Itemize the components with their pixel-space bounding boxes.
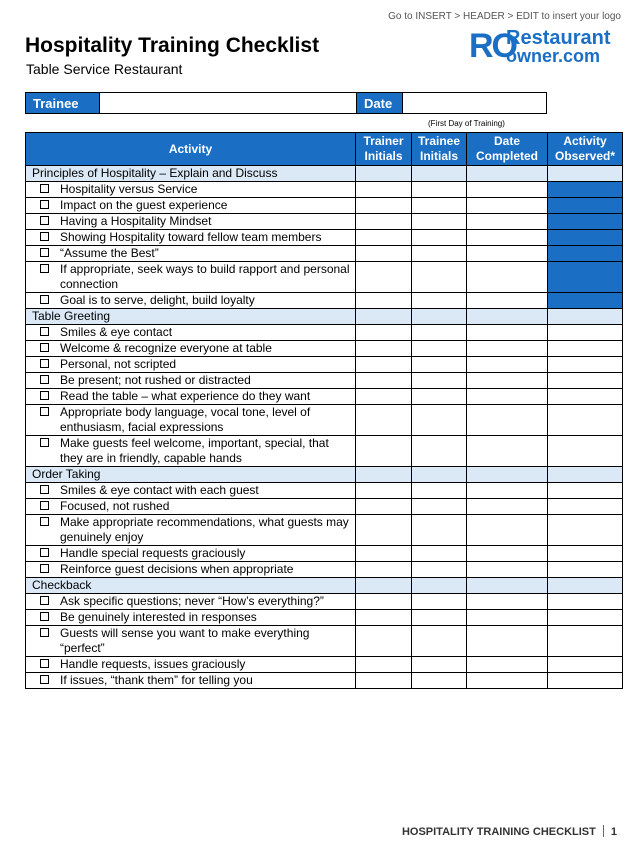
trainer-initials-cell[interactable] [356, 562, 412, 578]
activity-text: Handle requests, issues graciously [60, 657, 246, 671]
trainer-initials-cell[interactable] [356, 230, 412, 246]
trainee-initials-cell[interactable] [412, 499, 467, 515]
checklist-item-row [26, 198, 623, 214]
section-row [26, 309, 623, 325]
activity-observed-cell[interactable] [548, 389, 623, 405]
checklist-item-row [26, 626, 623, 657]
trainer-initials-cell[interactable] [356, 325, 412, 341]
trainer-initials-cell[interactable] [356, 657, 412, 673]
trainee-label: Trainee [25, 92, 100, 114]
activity-text: Personal, not scripted [60, 357, 177, 371]
trainer-initials-cell[interactable] [356, 673, 412, 689]
date-completed-cell[interactable] [467, 230, 548, 246]
activity-cell [26, 262, 356, 293]
trainee-initials-cell[interactable] [412, 198, 467, 214]
activity-observed-cell[interactable] [548, 594, 623, 610]
date-completed-cell[interactable] [467, 610, 548, 626]
section-cell [467, 166, 548, 182]
trainee-initials-cell[interactable] [412, 230, 467, 246]
date-completed-cell[interactable] [467, 373, 548, 389]
activity-text: If appropriate, seek ways to build rapport and personal connection [60, 262, 350, 291]
checklist-item-row [26, 546, 623, 562]
trainee-initials-cell[interactable] [412, 293, 467, 309]
checklist-item-row [26, 214, 623, 230]
checkbox[interactable] [40, 596, 49, 605]
trainer-initials-cell[interactable] [356, 594, 412, 610]
activity-cell [26, 182, 356, 198]
checklist-item-row [26, 436, 623, 467]
trainer-initials-cell[interactable] [356, 389, 412, 405]
activity-cell [26, 436, 356, 467]
activity-text: If issues, “thank them” for telling you [60, 673, 253, 687]
trainee-initials-cell[interactable] [412, 389, 467, 405]
section-cell [356, 309, 412, 325]
checkbox[interactable] [40, 517, 49, 526]
trainer-initials-cell[interactable] [356, 546, 412, 562]
trainee-initials-cell[interactable] [412, 182, 467, 198]
section-title: Principles of Hospitality – Explain and Discuss [26, 166, 356, 182]
checklist-item-row [26, 405, 623, 436]
section-cell [467, 467, 548, 483]
checkbox[interactable] [40, 200, 49, 209]
checkbox[interactable] [40, 248, 49, 257]
date-label: Date [356, 92, 403, 114]
checklist-item-row [26, 389, 623, 405]
activity-observed-cell[interactable] [548, 626, 623, 657]
activity-text: Be genuinely interested in responses [60, 610, 257, 624]
section-cell [356, 166, 412, 182]
col-header-activity: Activity [26, 133, 356, 166]
checklist-item-row [26, 515, 623, 546]
activity-observed-cell[interactable] [548, 405, 623, 436]
trainee-initials-cell[interactable] [412, 214, 467, 230]
checkbox[interactable] [40, 327, 49, 336]
trainee-initials-cell[interactable] [412, 546, 467, 562]
checklist-item-row [26, 246, 623, 262]
trainee-initials-cell[interactable] [412, 483, 467, 499]
activity-observed-cell[interactable] [548, 515, 623, 546]
checkbox[interactable] [40, 359, 49, 368]
section-title: Order Taking [26, 467, 356, 483]
trainer-initials-cell[interactable] [356, 357, 412, 373]
logo-line-1: Restaurant [506, 27, 611, 49]
activity-text: Ask specific questions; never “How’s everything?” [60, 594, 324, 608]
checklist-item-row [26, 373, 623, 389]
section-cell [467, 309, 548, 325]
date-completed-cell[interactable] [467, 405, 548, 436]
activity-observed-cell[interactable] [548, 230, 623, 246]
checklist-item-row [26, 230, 623, 246]
section-cell [548, 578, 623, 594]
section-row [26, 578, 623, 594]
section-cell [412, 467, 467, 483]
activity-text: Make appropriate recommendations, what guests may genuinely enjoy [60, 515, 349, 544]
checklist-item-row [26, 594, 623, 610]
checklist-item-row [26, 499, 623, 515]
activity-observed-cell[interactable] [548, 373, 623, 389]
checklist-item-row [26, 673, 623, 689]
activity-text: Welcome & recognize everyone at table [60, 341, 272, 355]
activity-cell [26, 373, 356, 389]
activity-text: Smiles & eye contact [60, 325, 173, 339]
section-cell [356, 467, 412, 483]
trainer-initials-cell[interactable] [356, 626, 412, 657]
checklist-item-row [26, 610, 623, 626]
date-completed-cell[interactable] [467, 357, 548, 373]
checklist-item-row [26, 483, 623, 499]
activity-cell [26, 499, 356, 515]
section-cell [412, 309, 467, 325]
date-field[interactable] [402, 92, 547, 114]
trainer-initials-cell[interactable] [356, 293, 412, 309]
activity-cell [26, 198, 356, 214]
activity-text: Having a Hospitality Mindset [60, 214, 212, 228]
activity-cell [26, 246, 356, 262]
section-cell [412, 578, 467, 594]
trainer-initials-cell[interactable] [356, 182, 412, 198]
activity-cell [26, 626, 356, 657]
trainer-initials-cell[interactable] [356, 499, 412, 515]
activity-cell [26, 594, 356, 610]
trainee-initials-cell[interactable] [412, 405, 467, 436]
checklist-item-row [26, 562, 623, 578]
activity-text: Guests will sense you want to make everything “perfect” [60, 626, 310, 655]
activity-text: “Assume the Best” [60, 246, 159, 260]
document-title: Hospitality Training Checklist [25, 34, 320, 57]
trainee-initials-cell[interactable] [412, 626, 467, 657]
activity-observed-cell[interactable] [548, 610, 623, 626]
trainee-initials-cell[interactable] [412, 262, 467, 293]
activity-observed-cell[interactable] [548, 325, 623, 341]
checkbox[interactable] [40, 501, 49, 510]
date-completed-cell[interactable] [467, 214, 548, 230]
section-cell [548, 309, 623, 325]
date-completed-cell[interactable] [467, 626, 548, 657]
footer-title: HOSPITALITY TRAINING CHECKLIST [401, 826, 596, 838]
activity-text: Goal is to serve, delight, build loyalty [60, 293, 255, 307]
checklist-item-row [26, 262, 623, 293]
col-header-trainee-initials: Trainee Initials [412, 133, 467, 166]
activity-text: Hospitality versus Service [60, 182, 198, 196]
date-completed-cell[interactable] [467, 594, 548, 610]
header-note: Go to INSERT > HEADER > EDIT to insert your logo [388, 11, 621, 22]
trainer-initials-cell[interactable] [356, 483, 412, 499]
trainee-initials-cell[interactable] [412, 246, 467, 262]
activity-cell [26, 657, 356, 673]
checkbox[interactable] [40, 612, 49, 621]
checkbox[interactable] [40, 184, 49, 193]
page-footer [402, 825, 617, 838]
activity-text: Focused, not rushed [60, 499, 170, 513]
activity-cell [26, 673, 356, 689]
date-completed-cell[interactable] [467, 436, 548, 467]
checkbox[interactable] [40, 438, 49, 447]
activity-cell [26, 389, 356, 405]
activity-observed-cell[interactable] [548, 246, 623, 262]
checkbox[interactable] [40, 485, 49, 494]
checklist-table [25, 132, 623, 689]
activity-cell [26, 214, 356, 230]
trainee-name-field[interactable] [99, 92, 357, 114]
date-completed-cell[interactable] [467, 389, 548, 405]
date-completed-cell[interactable] [467, 293, 548, 309]
activity-text: Make guests feel welcome, important, special, that they are in friendly, capable hands [60, 436, 329, 465]
logo-line-2: owner.com [506, 46, 601, 66]
trainee-initials-cell[interactable] [412, 562, 467, 578]
activity-text: Handle special requests graciously [60, 546, 246, 560]
col-header-date-completed: Date Completed [467, 133, 548, 166]
activity-observed-cell[interactable] [548, 673, 623, 689]
checkbox[interactable] [40, 675, 49, 684]
date-completed-cell[interactable] [467, 546, 548, 562]
activity-text: Smiles & eye contact with each guest [60, 483, 259, 497]
activity-text: Reinforce guest decisions when appropriate [60, 562, 294, 576]
trainee-initials-cell[interactable] [412, 436, 467, 467]
trainer-initials-cell[interactable] [356, 262, 412, 293]
trainee-initials-cell[interactable] [412, 594, 467, 610]
trainer-initials-cell[interactable] [356, 214, 412, 230]
date-completed-cell[interactable] [467, 657, 548, 673]
checkbox[interactable] [40, 628, 49, 637]
activity-cell [26, 230, 356, 246]
trainer-initials-cell[interactable] [356, 610, 412, 626]
date-completed-cell[interactable] [467, 246, 548, 262]
activity-cell [26, 357, 356, 373]
date-note: (First Day of Training) [428, 119, 505, 128]
checkbox[interactable] [40, 659, 49, 668]
activity-observed-cell[interactable] [548, 657, 623, 673]
trainee-initials-cell[interactable] [412, 325, 467, 341]
checklist-item-row [26, 657, 623, 673]
activity-observed-cell[interactable] [548, 262, 623, 293]
section-cell [412, 166, 467, 182]
activity-observed-cell[interactable] [548, 436, 623, 467]
date-completed-cell[interactable] [467, 499, 548, 515]
trainee-info-bar [25, 92, 547, 116]
checkbox[interactable] [40, 232, 49, 241]
activity-text: Appropriate body language, vocal tone, level of enthusiasm, facial expressions [60, 405, 311, 434]
activity-observed-cell[interactable] [548, 483, 623, 499]
activity-observed-cell[interactable] [548, 499, 623, 515]
activity-cell [26, 405, 356, 436]
checkbox[interactable] [40, 343, 49, 352]
activity-cell [26, 562, 356, 578]
checkbox[interactable] [40, 407, 49, 416]
company-logo [469, 28, 619, 68]
trainer-initials-cell[interactable] [356, 436, 412, 467]
trainer-initials-cell[interactable] [356, 198, 412, 214]
trainer-initials-cell[interactable] [356, 373, 412, 389]
section-cell [467, 578, 548, 594]
activity-text: Impact on the guest experience [60, 198, 228, 212]
activity-observed-cell[interactable] [548, 198, 623, 214]
section-row [26, 467, 623, 483]
activity-observed-cell[interactable] [548, 341, 623, 357]
activity-observed-cell[interactable] [548, 562, 623, 578]
activity-observed-cell[interactable] [548, 546, 623, 562]
activity-cell [26, 610, 356, 626]
col-header-trainer-initials: Trainer Initials [356, 133, 412, 166]
activity-observed-cell[interactable] [548, 293, 623, 309]
trainee-initials-cell[interactable] [412, 373, 467, 389]
activity-cell [26, 546, 356, 562]
trainee-initials-cell[interactable] [412, 341, 467, 357]
checklist-item-row [26, 325, 623, 341]
checklist-item-row [26, 293, 623, 309]
section-row [26, 166, 623, 182]
section-cell [356, 578, 412, 594]
section-title: Table Greeting [26, 309, 356, 325]
section-cell [548, 467, 623, 483]
checkbox[interactable] [40, 391, 49, 400]
activity-observed-cell[interactable] [548, 357, 623, 373]
trainee-initials-cell[interactable] [412, 610, 467, 626]
footer-divider [603, 825, 604, 837]
trainee-initials-cell[interactable] [412, 357, 467, 373]
date-completed-cell[interactable] [467, 515, 548, 546]
checklist-item-row [26, 357, 623, 373]
trainer-initials-cell[interactable] [356, 515, 412, 546]
activity-cell [26, 515, 356, 546]
trainee-initials-cell[interactable] [412, 673, 467, 689]
table-header-row [26, 133, 623, 166]
page-number: 1 [610, 826, 617, 838]
section-cell [548, 166, 623, 182]
date-completed-cell[interactable] [467, 562, 548, 578]
checkbox[interactable] [40, 548, 49, 557]
checkbox[interactable] [40, 264, 49, 273]
col-header-activity-observed: Activity Observed* [548, 133, 623, 166]
date-completed-cell[interactable] [467, 325, 548, 341]
activity-cell [26, 483, 356, 499]
date-completed-cell[interactable] [467, 262, 548, 293]
checkbox[interactable] [40, 295, 49, 304]
date-completed-cell[interactable] [467, 182, 548, 198]
date-completed-cell[interactable] [467, 673, 548, 689]
activity-observed-cell[interactable] [548, 214, 623, 230]
activity-text: Be present; not rushed or distracted [60, 373, 251, 387]
section-title: Checkback [26, 578, 356, 594]
trainer-initials-cell[interactable] [356, 246, 412, 262]
activity-cell [26, 341, 356, 357]
activity-text: Showing Hospitality toward fellow team members [60, 230, 322, 244]
activity-cell [26, 293, 356, 309]
activity-text: Read the table – what experience do they want [60, 389, 311, 403]
activity-observed-cell[interactable] [548, 182, 623, 198]
checkbox[interactable] [40, 216, 49, 225]
trainee-initials-cell[interactable] [412, 515, 467, 546]
trainee-initials-cell[interactable] [412, 657, 467, 673]
checkbox[interactable] [40, 375, 49, 384]
trainer-initials-cell[interactable] [356, 341, 412, 357]
checkbox[interactable] [40, 564, 49, 573]
checklist-body [26, 166, 623, 689]
checklist-item-row [26, 341, 623, 357]
trainer-initials-cell[interactable] [356, 405, 412, 436]
document-subtitle: Table Service Restaurant [26, 61, 183, 77]
date-completed-cell[interactable] [467, 341, 548, 357]
date-completed-cell[interactable] [467, 198, 548, 214]
checklist-item-row [26, 182, 623, 198]
logo-mark: RO [469, 27, 516, 65]
date-completed-cell[interactable] [467, 483, 548, 499]
activity-cell [26, 325, 356, 341]
